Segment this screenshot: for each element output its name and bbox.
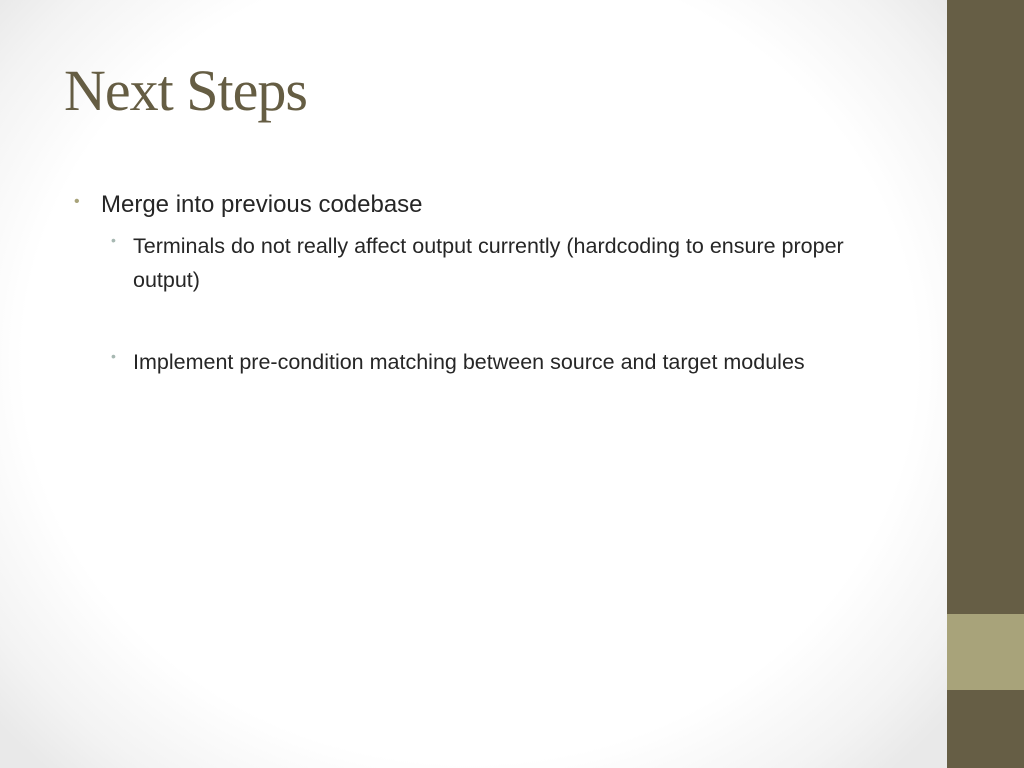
sub-bullet-text: Implement pre-condition matching between source and target modules (133, 350, 805, 374)
bullet-dot-icon: • (111, 232, 116, 248)
slide-title: Next Steps (64, 58, 307, 123)
bullet-item (74, 190, 423, 220)
sub-bullet-item (111, 229, 878, 297)
sub-bullet-text: Terminals do not really affect output currently (hardcoding to ensure proper output) (133, 234, 844, 292)
sidebar-accent-block (947, 614, 1024, 690)
bullet-dot-icon: • (74, 193, 80, 210)
bullet-text: Merge into previous codebase (101, 191, 423, 218)
sub-bullet-item (111, 345, 878, 379)
bullet-dot-icon: • (111, 348, 116, 364)
